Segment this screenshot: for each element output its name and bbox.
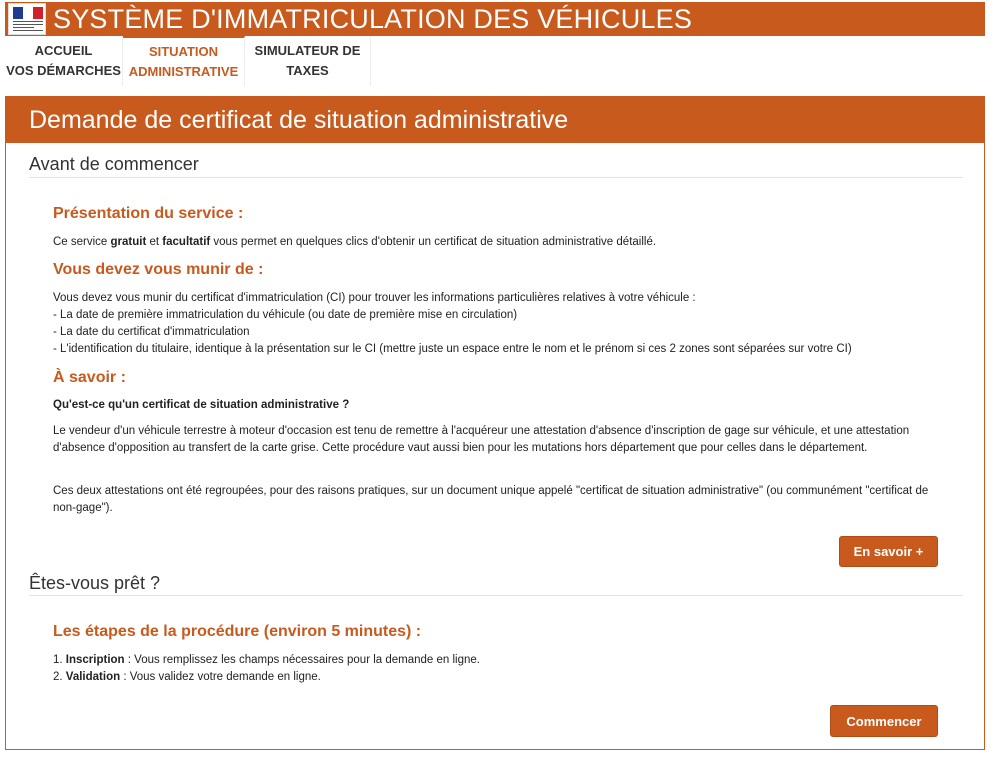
munir-line: Vous devez vous munir du certificat d'immatriculation (CI) pour trouver les informations particulières relatives à votre véhicule :	[53, 292, 696, 304]
savoir-paragraph-2: Ces deux attestations ont été regroupées, pour des raisons pratiques, sur un document unique appelé "certificat de situation administrative" (ou communément "certificat de non-gage").	[53, 485, 929, 514]
section-divider	[29, 595, 963, 596]
savoir-question: Qu'est-ce qu'un certificat de situation administrative ?	[53, 399, 350, 411]
heading-munir: Vous devez vous munir de :	[53, 261, 264, 278]
munir-line: - L'identification du titulaire, identique à la présentation sur le CI (mettre juste un espace entre le nom et le prénom si ces 2 zones sont séparées sur votre CI)	[53, 343, 852, 355]
munir-line: - La date du certificat d'immatriculation	[53, 326, 250, 338]
site-title: SYSTÈME D'IMMATRICULATION DES VÉHICULES	[53, 4, 693, 34]
main-panel	[5, 96, 985, 750]
presentation-text: Ce service gratuit et facultatif vous permet en quelques clics d'obtenir un certificat de situation administrative détaillé.	[53, 236, 657, 248]
step-item: 2. Validation : Vous validez votre demande en ligne.	[53, 671, 321, 683]
top-banner	[5, 2, 985, 36]
page-title: Demande de certificat de situation administrative	[6, 97, 984, 143]
steps-list	[53, 652, 943, 686]
nav-item-simulateur-taxes[interactable]	[245, 36, 371, 86]
section-title-pret: Êtes-vous prêt ?	[29, 573, 161, 593]
commencer-button[interactable]: Commencer	[830, 705, 938, 737]
republique-francaise-logo-icon[interactable]	[8, 3, 46, 35]
heading-etapes: Les étapes de la procédure (environ 5 minutes) :	[53, 623, 422, 640]
nav-item-label: SIMULATEUR DE TAXES	[254, 43, 361, 78]
nav-item-label: SITUATION ADMINISTRATIVE	[128, 44, 239, 79]
en-savoir-plus-button[interactable]: En savoir +	[839, 536, 938, 567]
step-item: 1. Inscription : Vous remplissez les champs nécessaires pour la demande en ligne.	[53, 654, 480, 666]
savoir-paragraph-1: Le vendeur d'un véhicule terrestre à moteur d'occasion est tenu de remettre à l'acquéreur une attestation d'absence d'inscription de gage sur véhicule, et une attestation d'absence d'opposition au transfert de la carte grise. Cette procédure vaut aussi bien pour les mutations hors département que pour celles dans le département.	[53, 425, 910, 454]
nav-item-accueil[interactable]	[5, 36, 123, 86]
main-nav	[5, 36, 371, 86]
heading-presentation: Présentation du service :	[53, 205, 244, 222]
munir-line: - La date de première immatriculation du véhicule (ou date de première mise en circulation)	[53, 309, 518, 321]
nav-item-label: ACCUEIL VOS DÉMARCHES	[6, 43, 121, 78]
section-divider	[29, 177, 963, 178]
munir-list	[53, 290, 943, 358]
nav-item-situation-administrative[interactable]	[123, 36, 245, 86]
heading-a-savoir: À savoir :	[53, 369, 126, 386]
section-title-avant: Avant de commencer	[29, 154, 199, 174]
